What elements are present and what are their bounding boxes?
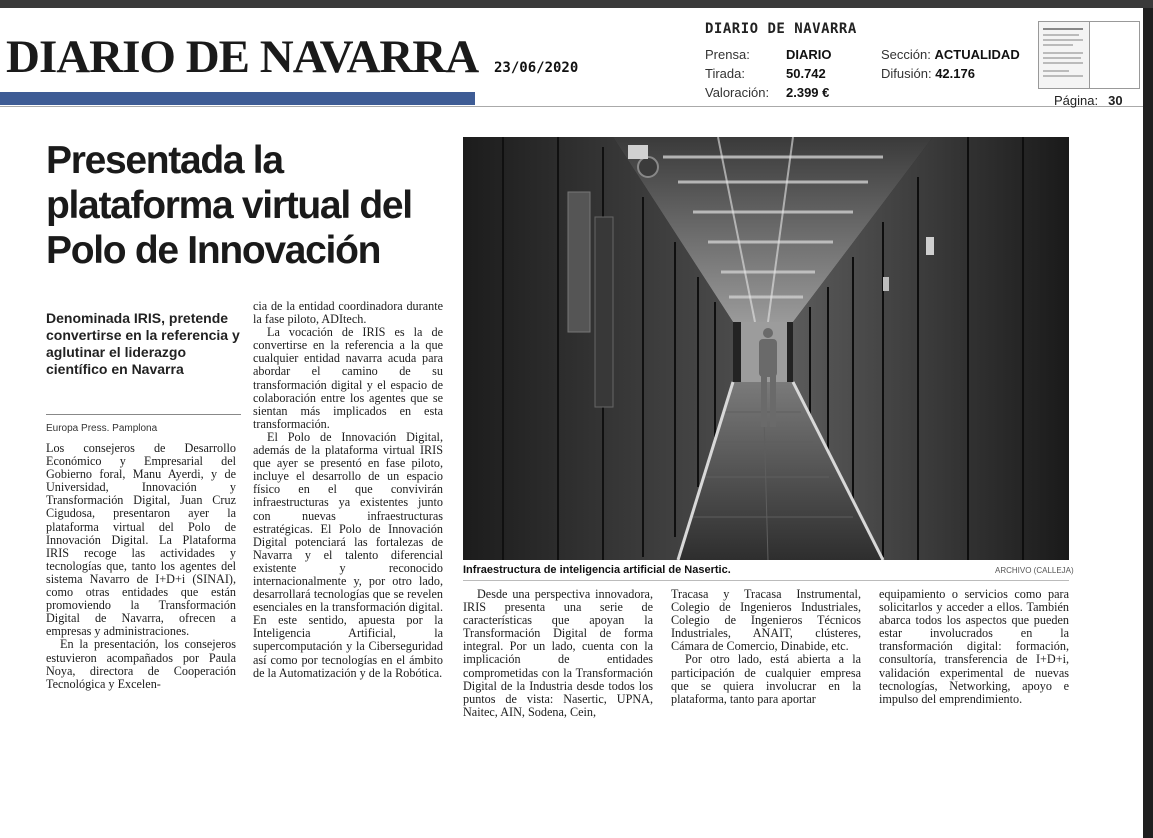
paragraph: Desde una perspectiva innovadora, IRIS presenta una serie de características que apoyan la Transformación Digital de forma integral. Por un lado, cuenta con la implicación de entidades comprometidas con la Transformación Digital de la Industria desde todos los puntos de vista: Nasertic, UPNA, Naitec, AIN, Sodena, Cein, [463, 587, 653, 719]
paragraph: Los consejeros de Desarrollo Económico y Empresarial del Gobierno foral, Manu Ayerdi, y de Universidad, Innovación y Transformación Digital, Juan Cruz Cigudosa, presentaron ayer la plataforma virtual del Polo de Innovación Digital. La Plataforma IRIS recoge las actividades y tecnologías que, tanto los agentes del sistema Navarro de I+D+i (SINAI), como otras entidades que están promoviendo la Transformación Digital de Navarra, ofrecen a empresas y administraciones. [46, 441, 236, 639]
pagina-label: Página: [1054, 93, 1099, 108]
paragraph: En la presentación, los consejeros estuvieron acompañados por Paula Noya, directora de Cooperación Tecnológica y Excelen- [46, 637, 236, 691]
paragraph: Por otro lado, está abierta a la participación de cualquier empresa que se quiera involucrar en la plataforma, tanto para aportar [671, 652, 861, 706]
photo-caption: Infraestructura de inteligencia artificial de Nasertic. [463, 564, 731, 576]
article-headline: Presentada la plataforma virtual del Polo de Innovación [46, 139, 412, 272]
prensa-value [786, 47, 832, 62]
thumbnail-frame [1089, 21, 1140, 89]
subheadline-divider [46, 414, 241, 415]
valoracion-row [705, 85, 769, 100]
difusion-row [881, 66, 975, 81]
newspaper-masthead: DIARIO DE NAVARRA [6, 31, 479, 83]
caption-divider [463, 580, 1069, 581]
article-column-1 [46, 442, 236, 691]
source-title: DIARIO DE NAVARRA [705, 21, 857, 37]
tirada-value-text: 50.742 [786, 66, 826, 81]
page-thumbnail[interactable] [1038, 21, 1090, 89]
header-divider [0, 106, 1143, 107]
article-column-3 [463, 588, 653, 719]
prensa-row [705, 47, 750, 62]
seccion-label: Sección: [881, 47, 931, 62]
valoracion-value [786, 85, 829, 100]
seccion-row [881, 47, 1020, 62]
paragraph: equipamiento o servicios como para solicitarlos y acceder a ellos. También abarca todos los aspectos que pueden estar involucrados en la transformación digital: formación, consultoría, transferencia de I+D+i, validación experimental de nuevas tecnologías, Networking, apoyo e impulso del emprendimiento. [879, 587, 1069, 706]
pagina-value: 30 [1108, 93, 1123, 108]
datacenter-photo [463, 137, 1069, 560]
seccion-value: ACTUALIDAD [934, 47, 1020, 62]
tirada-label: Tirada: [705, 66, 745, 81]
article-subheadline: Denominada IRIS, pretende convertirse en la referencia y aglutinar el liderazgo científico en Navarra [46, 310, 240, 377]
paragraph: El Polo de Innovación Digital, además de la plataforma virtual IRIS que ayer se presentó en fase piloto, incluye el desarrollo de un espacio físico en el que convivirán infraestructuras ya existentes junto con nuevas infraestructuras estratégicas. El Polo de Innovación Digital potenciará las fortalezas de Navarra y el talento diferencial existente y reconocido internacionalmente y, por otro lado, desarrollará tecnologías que se revelen esenciales en la transformación digital. En este sentido, apuesta por la Inteligencia Artificial, la supercomputación y la Ciberseguridad así como por tecnologías en el ámbito de la Automatización y de la Robótica. [253, 429, 443, 680]
prensa-value-text: DIARIO [786, 47, 832, 62]
paragraph: La vocación de IRIS es la de convertirse en la referencia a la que cualquier entidad navarra acuda para abordar el camino de su transformación digital y el espacio de colaboración entre los agentes que se sientan más implicados en esta transformación. [253, 325, 443, 431]
viewer-right-edge [1143, 8, 1153, 838]
valoracion-label: Valoración: [705, 85, 770, 100]
tirada-value [786, 66, 826, 81]
tirada-row [705, 66, 745, 81]
newspaper-clipping-page [0, 8, 1143, 838]
article-byline: Europa Press. Pamplona [46, 423, 158, 434]
masthead-blue-rule [0, 92, 475, 105]
photo-credit: ARCHIVO (CALLEJA) [995, 566, 1074, 575]
publication-date: 23/06/2020 [494, 60, 579, 76]
page-number-row [1054, 93, 1123, 108]
server-corridor-illustration [463, 137, 1069, 560]
article-column-4 [671, 588, 861, 706]
viewer-top-bar [0, 0, 1153, 8]
article-column-2 [253, 300, 443, 680]
article-column-5 [879, 588, 1069, 706]
paragraph: cia de la entidad coordinadora durante la fase piloto, ADItech. [253, 299, 443, 327]
prensa-label: Prensa: [705, 47, 750, 62]
difusion-label: Difusión: [881, 66, 932, 81]
thumbnail-underline [1038, 88, 1138, 89]
difusion-value: 42.176 [935, 66, 975, 81]
paragraph: Tracasa y Tracasa Instrumental, Colegio de Ingenieros Industriales, Colegio de Ingenieros Técnicos Industriales, ANAIT, clústeres, Cámara de Comercio, Dinabide, etc. [671, 587, 861, 654]
valoracion-value-text: 2.399 € [786, 85, 830, 100]
